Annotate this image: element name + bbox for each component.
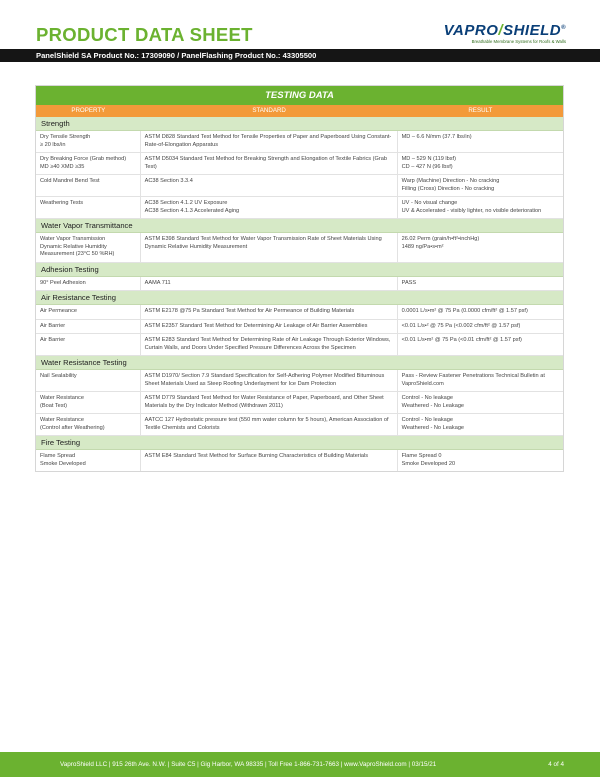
table-row <box>36 305 563 320</box>
cell-property: Nail Sealability <box>36 370 141 391</box>
table-row <box>36 320 563 335</box>
cell-standard: ASTM E2178 @75 Pa Standard Test Method for Air Permeance of Building Materials <box>141 305 398 319</box>
cell-standard: ASTM D5034 Standard Test Method for Breaking Strength and Elongation of Textile Fabrics (Grab Test) <box>141 153 398 174</box>
table-row <box>36 153 563 175</box>
section-adhesion-testing: Adhesion Testing <box>36 263 563 277</box>
cell-result: Pass - Review Fastener Penetrations Technical Bulletin at VaproShield.com <box>401 373 545 387</box>
vaproshield-logo <box>444 22 566 44</box>
table-title: TESTING DATA <box>36 86 563 105</box>
cell-result: Control - No leakage Weathered - No Leakage <box>401 395 465 409</box>
cell-result: Flame Spread 0 Smoke Developed 20 <box>401 453 456 467</box>
cell-standard: ASTM D779 Standard Test Method for Water Resistance of Paper, Paperboard, and Other Sheet Materials by the Dry Indicator Method (Withdrawn 2011) <box>141 392 398 413</box>
table-row <box>36 277 563 292</box>
column-header-standard: STANDARD <box>252 107 286 114</box>
table-row <box>36 370 563 392</box>
cell-standard: ASTM E283 Standard Test Method for Determining Rate of Air Leakage Through Exterior Windows, Curtain Walls, and Doors Under Specified Pressure Differences Across the Specimen <box>141 334 398 355</box>
section-strength: Strength <box>36 117 563 131</box>
cell-property: Air Barrier <box>36 320 141 334</box>
section-water-resistance-testing: Water Resistance Testing <box>36 356 563 370</box>
cell-standard: ASTM E84 Standard Test Method for Surface Burning Characteristics of Building Materials <box>141 450 398 471</box>
cell-standard: AC38 Section 4.1.2 UV Exposure AC38 Section 4.1.3 Accelerated Aging <box>141 197 398 218</box>
cell-result: PASS <box>401 279 417 286</box>
cell-result: Control - No leakage Weathered - No Leakage <box>401 417 465 431</box>
section-air-resistance-testing: Air Resistance Testing <box>36 291 563 305</box>
product-number-bar: PanelShield SA Product No.: 17309090 / PanelFlashing Product No.: 43305500 <box>0 49 600 62</box>
cell-property: Air Barrier <box>36 334 141 355</box>
cell-standard: ASTM E2357 Standard Test Method for Determining Air Leakage of Air Barrier Assemblies <box>141 320 398 334</box>
cell-result: Warp (Machine) Direction - No cracking Filling (Cross) Direction - No cracking <box>401 178 500 192</box>
table-row <box>36 131 563 153</box>
logo-tagline: Breathable Membrane Systems for Roofs & Walls <box>471 39 566 44</box>
page-footer <box>0 752 600 777</box>
logo-part-shield: SHIELD <box>503 22 562 39</box>
section-water-vapor-transmittance: Water Vapor Transmittance <box>36 219 563 233</box>
cell-standard: ASTM E398 Standard Test Method for Water Vapor Transmission Rate of Sheet Materials Using Dynamic Relative Humidity Measurement <box>141 233 398 262</box>
cell-result: <0.01 L/s•² @ 75 Pa (<0.002 cfm/ft² @ 1.57 psf) <box>401 322 521 329</box>
logo-slash: / <box>498 22 504 39</box>
cell-property: Cold Mandrel Bend Test <box>36 175 141 196</box>
cell-result: UV - No visual change UV & Accelerated - visibly lighter, no visible deterioration <box>401 200 542 214</box>
cell-property: Dry Tensile Strength ≥ 20 lbs/in <box>36 131 141 152</box>
table-row <box>36 175 563 197</box>
cell-result: MD – 6.6 N/mm (37.7 lbs/in) <box>401 134 472 140</box>
cell-standard: ASTM D1970/ Section 7.9 Standard Specification for Self-Adhering Polymer Modified Bituminous Sheet Materials Used as Steep Roofing Underlayment for Ice Dam Protection <box>141 370 398 391</box>
table-row <box>36 197 563 219</box>
table-row <box>36 392 563 414</box>
cell-result: 26.02 Perm (grain/h•ft²•inchHg) 1489 ng/Pa•s•m² <box>401 236 480 250</box>
cell-standard: AC38 Section 3.3.4 <box>141 175 398 196</box>
cell-standard: ASTM D828 Standard Test Method for Tensile Properties of Paper and Paperboard Using Constant-Rate-of-Elongation Apparatus <box>141 131 398 152</box>
cell-property: Water Resistance (Control after Weathering) <box>36 414 141 435</box>
cell-property: Dry Breaking Force (Grab method) MD ≥40 XMD ≥35 <box>36 153 141 174</box>
section-fire-testing: Fire Testing <box>36 436 563 450</box>
column-header-result: RESULT <box>468 107 493 114</box>
page-title: PRODUCT DATA SHEET <box>36 24 253 45</box>
cell-standard: AAMA 711 <box>141 277 398 291</box>
footer-address: VaproShield LLC | 915 26th Ave. N.W. | Suite C5 | Gig Harbor, WA 98335 | Toll Free 1-866-731-7663 | www.VaproShield.com | 03/15/21 <box>60 761 437 768</box>
table-row <box>36 334 563 356</box>
logo-part-vapro: VAPRO <box>443 22 499 39</box>
logo-wordmark <box>444 22 566 39</box>
cell-property: Water Resistance (Boat Test) <box>36 392 141 413</box>
table-row <box>36 414 563 436</box>
cell-result: MD – 529 N (119 lbsf) CD – 427 N (96 lbsf) <box>401 156 456 170</box>
column-header-property: PROPERTY <box>71 107 106 114</box>
page-header <box>36 22 566 48</box>
table-row <box>36 450 563 471</box>
cell-property: 90° Peel Adhesion <box>36 277 141 291</box>
cell-property: Water Vapor Transmission Dynamic Relative Humidity Measurement (23°C 50 %RH) <box>36 233 141 262</box>
table-row <box>36 233 563 263</box>
cell-result: <0.01 L/s•m² @ 75 Pa (<0.01 cfm/ft² @ 1.57 psf) <box>401 337 522 343</box>
column-header-row <box>36 105 563 117</box>
cell-standard: AATCC 127 Hydrostatic pressure test (550 mm water column for 5 hours), American Association of Textile Chemists and Colorists <box>141 414 398 435</box>
page-number: 4 of 4 <box>548 761 564 768</box>
cell-property: Weathering Tests <box>36 197 141 218</box>
cell-result: 0.0001 L/s•m² @ 75 Pa (0.0000 cfm/ft² @ 1.57 psf) <box>401 308 528 314</box>
logo-registered: ® <box>561 25 566 31</box>
testing-data-table <box>35 85 564 472</box>
cell-property: Air Permeance <box>36 305 141 319</box>
cell-property: Flame Spread Smoke Developed <box>36 450 141 471</box>
